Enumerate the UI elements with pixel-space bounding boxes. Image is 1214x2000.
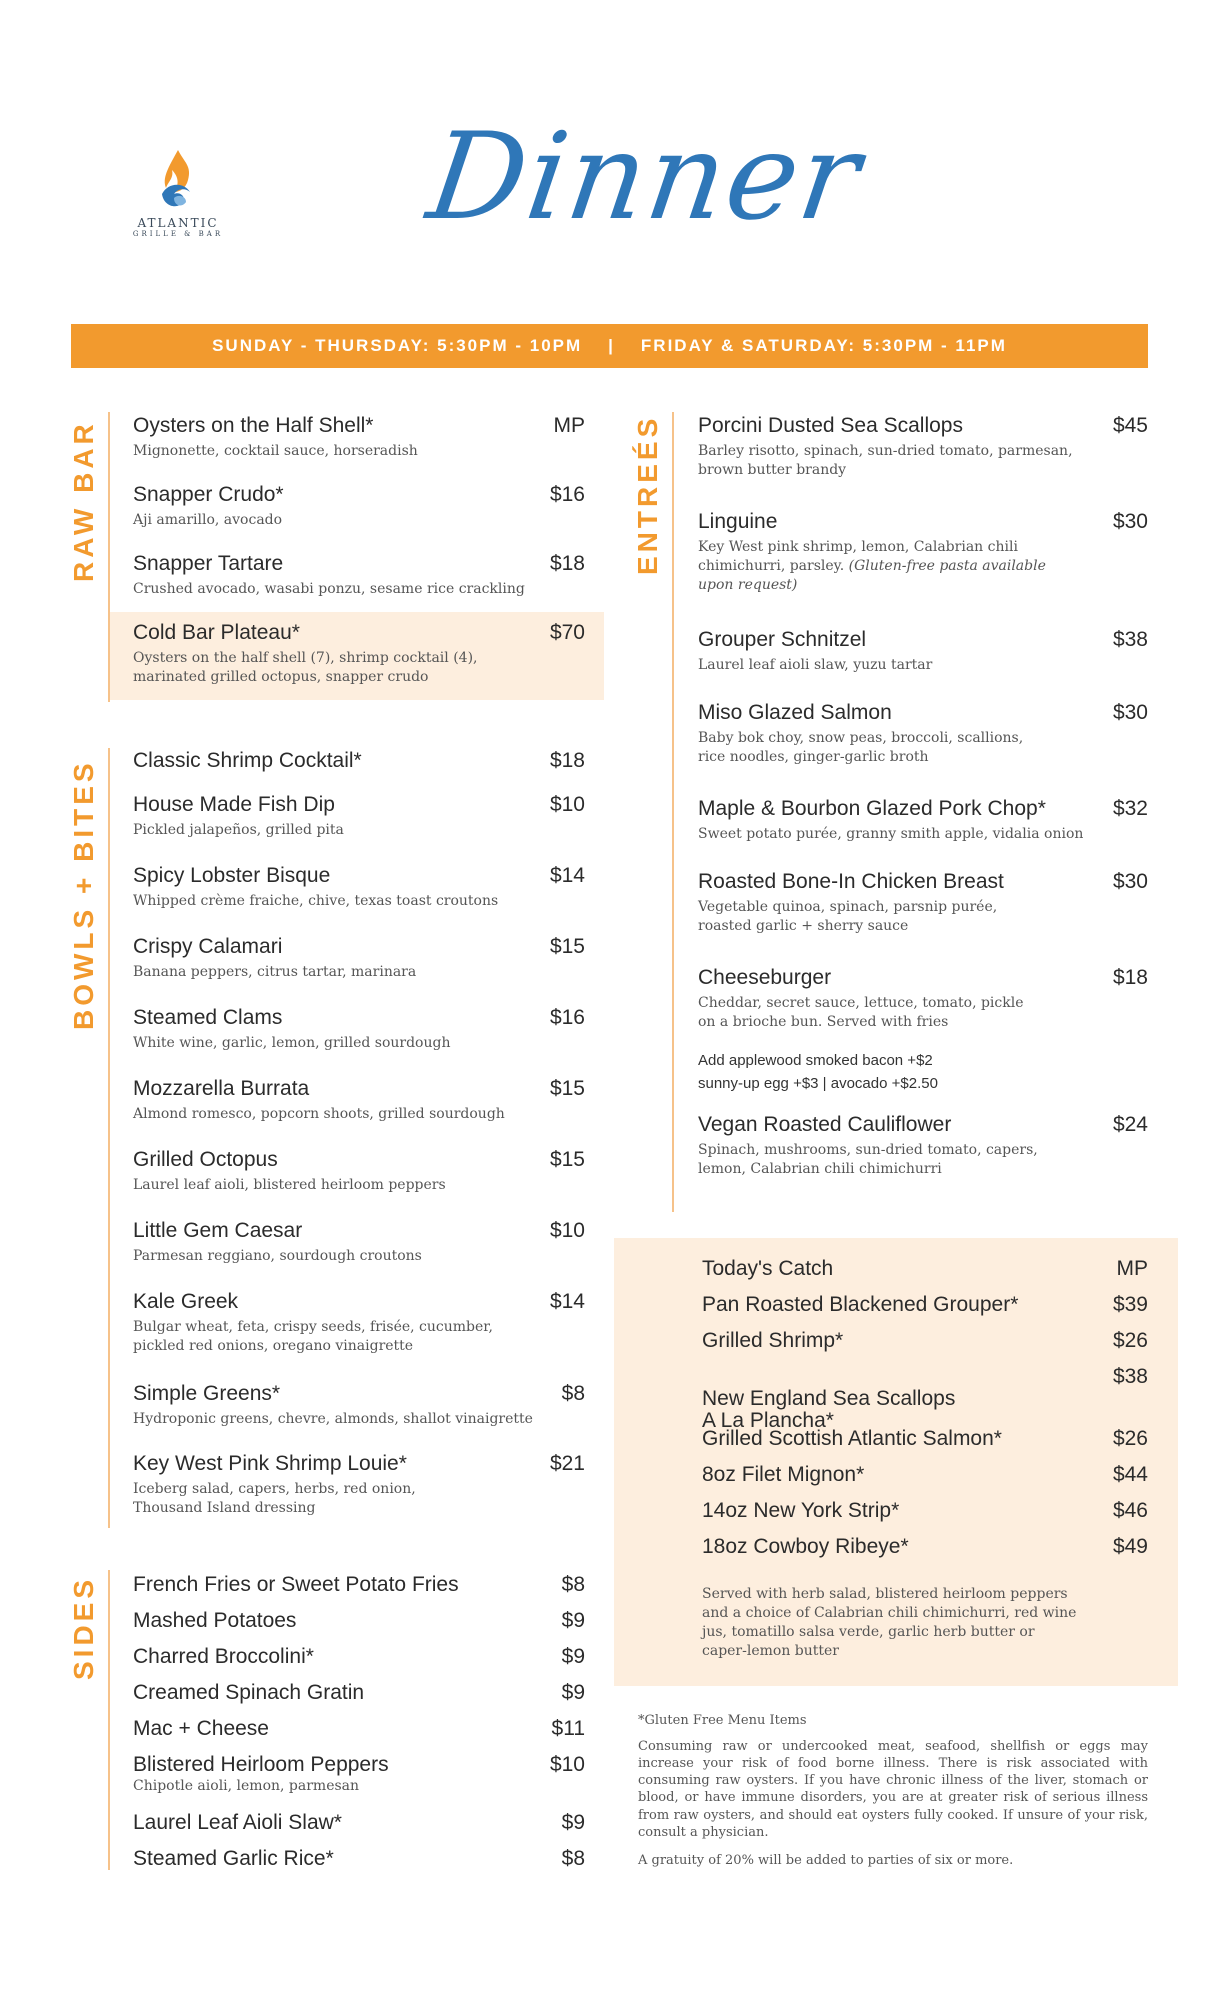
item-price: $10 xyxy=(549,1219,585,1242)
hours-weekend: FRIDAY & SATURDAY: 5:30PM - 11PM xyxy=(640,336,1007,355)
menu-item xyxy=(133,793,585,840)
item-name: Cold Bar Plateau* xyxy=(133,621,300,644)
item-description: Banana peppers, citrus tartar, marinara xyxy=(133,964,417,980)
item-price: $15 xyxy=(549,935,585,958)
gluten-free-note: *Gluten Free Menu Items xyxy=(638,1713,807,1728)
fresh-item xyxy=(702,1535,1148,1559)
item-description: Almond romesco, popcorn shoots, grilled sourdough xyxy=(133,1106,505,1122)
menu-item xyxy=(133,1148,585,1195)
menu-item xyxy=(133,1847,585,1871)
gratuity-note: A gratuity of 20% will be added to parties of six or more. xyxy=(638,1853,1014,1868)
item-name: Vegan Roasted Cauliflower xyxy=(698,1113,952,1136)
item-description xyxy=(698,538,1148,595)
item-price: $18 xyxy=(1112,966,1148,989)
item-price: $24 xyxy=(1112,1113,1148,1136)
menu-item xyxy=(133,1681,585,1705)
item-name: Grilled Scottish Atlantic Salmon* xyxy=(702,1427,1002,1450)
item-name: Roasted Bone-In Chicken Breast xyxy=(698,870,1004,893)
item-name: French Fries or Sweet Potato Fries xyxy=(133,1573,459,1596)
item-price: $44 xyxy=(1112,1463,1148,1486)
item-description: Laurel leaf aioli, blistered heirloom peppers xyxy=(133,1177,446,1193)
item-name: Steamed Garlic Rice* xyxy=(133,1847,334,1870)
section-label-raw-bar: RAW BAR xyxy=(68,420,99,582)
consumer-warning: Consuming raw or undercooked meat, seafood, shellfish or eggs may increase your risk of food borne illness. There is risk associated with consuming raw oysters. If you have chronic illness of the liver, stomach or blood, or have immune disorders, you are at greater risk of serious illness from raw oysters, and should eat oysters fully cooked. If unsure of your risk, consult a physician. xyxy=(638,1739,1148,1840)
item-name: Charred Broccolini* xyxy=(133,1645,314,1668)
menu-item xyxy=(698,870,1148,936)
item-price: $26 xyxy=(1112,1427,1148,1450)
burger-addons xyxy=(698,1050,938,1095)
item-description: Oysters on the half shell (7), shrimp cocktail (4), marinated grilled octopus, snapper crudo xyxy=(133,650,478,685)
item-price: $18 xyxy=(549,749,585,772)
item-price: $11 xyxy=(551,1717,585,1740)
item-description: Mignonette, cocktail sauce, horseradish xyxy=(133,443,418,459)
item-name: Mac + Cheese xyxy=(133,1717,269,1740)
flame-wave-icon xyxy=(154,148,202,212)
item-description: Baby bok choy, snow peas, broccoli, scallions, rice noodles, ginger-garlic broth xyxy=(698,730,1024,765)
item-name: Maple & Bourbon Glazed Pork Chop* xyxy=(698,797,1046,820)
item-name: Porcini Dusted Sea Scallops xyxy=(698,414,963,437)
menu-item xyxy=(698,510,1148,595)
menu-item xyxy=(698,701,1148,767)
logo xyxy=(128,148,228,238)
menu-item xyxy=(133,1753,585,1796)
section-label-bowls-bites: BOWLS + BITES xyxy=(68,759,99,1030)
item-price: $21 xyxy=(549,1452,585,1475)
divider-bowls xyxy=(108,748,110,1528)
item-name: New England Sea Scallops A La Plancha* xyxy=(702,1387,956,1433)
item-name: Kale Greek xyxy=(133,1290,239,1313)
item-price: $30 xyxy=(1112,701,1148,724)
item-price: $8 xyxy=(561,1382,585,1405)
item-price: $9 xyxy=(561,1681,585,1704)
item-name: Blistered Heirloom Peppers xyxy=(133,1753,389,1776)
item-name: Mashed Potatoes xyxy=(133,1609,297,1632)
item-name: Spicy Lobster Bisque xyxy=(133,864,331,887)
item-name: House Made Fish Dip xyxy=(133,793,335,816)
item-name: Key West Pink Shrimp Louie* xyxy=(133,1452,407,1475)
addon-line-1: Add applewood smoked bacon +$2 xyxy=(698,1052,933,1069)
item-name: Mozzarella Burrata xyxy=(133,1077,310,1100)
fresh-item xyxy=(702,1257,1148,1281)
item-price: $10 xyxy=(549,793,585,816)
menu-item xyxy=(698,797,1148,844)
item-price: $15 xyxy=(549,1148,585,1171)
item-description: Chipotle aioli, lemon, parmesan xyxy=(133,1778,360,1794)
item-name: Oysters on the Half Shell* xyxy=(133,414,374,437)
item-description: Aji amarillo, avocado xyxy=(133,512,283,528)
menu-item xyxy=(133,483,585,530)
addon-line-2: sunny-up egg +$3 | avocado +$2.50 xyxy=(698,1074,938,1092)
menu-item xyxy=(133,1006,585,1053)
menu-item xyxy=(133,1452,585,1518)
fresh-simple-note: Served with herb salad, blistered heirloom peppers and a choice of Calabrian chili chimichurri, red wine jus, tomatillo salsa verde, garlic herb butter or caper-lemon butter xyxy=(702,1586,1077,1659)
fresh-item xyxy=(702,1293,1148,1317)
fresh-item xyxy=(702,1329,1148,1353)
item-description: Iceberg salad, capers, herbs, red onion, Thousand Island dressing xyxy=(133,1481,416,1516)
item-name: 14oz New York Strip* xyxy=(702,1499,900,1522)
item-description: Parmesan reggiano, sourdough croutons xyxy=(133,1248,422,1264)
menu-item xyxy=(133,552,585,599)
menu-item xyxy=(133,1077,585,1124)
item-price: $38 xyxy=(1112,1365,1148,1388)
item-description: Vegetable quinoa, spinach, parsnip purée, roasted garlic + sherry sauce xyxy=(698,899,998,934)
menu-item xyxy=(133,1290,585,1356)
item-price: $18 xyxy=(549,552,585,575)
item-description-note: (Gluten-free pasta available upon request) xyxy=(698,557,1046,593)
item-name: Cheeseburger xyxy=(698,966,832,989)
item-description: Sweet potato purée, granny smith apple, vidalia onion xyxy=(698,826,1084,842)
item-description: Spinach, mushrooms, sun-dried tomato, capers, lemon, Calabrian chili chimichurri xyxy=(698,1142,1038,1177)
item-description: Laurel leaf aioli slaw, yuzu tartar xyxy=(698,657,933,673)
item-name: 18oz Cowboy Ribeye* xyxy=(702,1535,909,1558)
item-price: $9 xyxy=(561,1609,585,1632)
item-description: Barley risotto, spinach, sun-dried tomato, parmesan, brown butter brandy xyxy=(698,443,1073,478)
item-price: $15 xyxy=(549,1077,585,1100)
logo-name: ATLANTIC xyxy=(137,216,219,230)
item-description: Pickled jalapeños, grilled pita xyxy=(133,822,344,838)
fresh-item xyxy=(702,1463,1148,1487)
menu-item xyxy=(133,414,585,461)
item-name: Today's Catch xyxy=(702,1257,834,1280)
item-name: Simple Greens* xyxy=(133,1382,281,1405)
item-name: Classic Shrimp Cocktail* xyxy=(133,749,362,772)
item-price: $46 xyxy=(1112,1499,1148,1522)
menu-item xyxy=(698,628,1148,675)
item-price: $26 xyxy=(1112,1329,1148,1352)
item-name: Pan Roasted Blackened Grouper* xyxy=(702,1293,1019,1316)
menu-item xyxy=(133,1382,585,1429)
item-price: $10 xyxy=(549,1753,585,1776)
item-description: Bulgar wheat, feta, crispy seeds, frisée, cucumber, pickled red onions, oregano vinaigrette xyxy=(133,1319,493,1354)
menu-item xyxy=(133,1609,585,1633)
item-price: $8 xyxy=(561,1573,585,1596)
item-price: $70 xyxy=(549,621,585,644)
menu-item xyxy=(698,1113,1148,1179)
menu-item xyxy=(133,1717,585,1741)
item-price: MP xyxy=(1116,1257,1148,1280)
item-price: $30 xyxy=(1112,870,1148,893)
menu-item xyxy=(133,935,585,982)
section-label-sides: SIDES xyxy=(68,1575,99,1680)
menu-item xyxy=(133,864,585,911)
item-price: $14 xyxy=(549,1290,585,1313)
item-name: Linguine xyxy=(698,510,778,533)
divider-entrees xyxy=(672,412,674,1212)
item-price: $8 xyxy=(561,1847,585,1870)
divider-sides xyxy=(108,1570,110,1870)
item-name: 8oz Filet Mignon* xyxy=(702,1463,865,1486)
menu-item xyxy=(133,1645,585,1669)
item-price: $9 xyxy=(561,1811,585,1834)
hours-divider: | xyxy=(608,336,615,355)
item-price: $45 xyxy=(1112,414,1148,437)
item-description: Cheddar, secret sauce, lettuce, tomato, pickle on a brioche bun. Served with fries xyxy=(698,995,1024,1030)
item-price: $38 xyxy=(1112,628,1148,651)
item-name: Creamed Spinach Gratin xyxy=(133,1681,365,1704)
item-price: $14 xyxy=(549,864,585,887)
hours-weekday: SUNDAY - THURSDAY: 5:30PM - 10PM xyxy=(212,336,583,355)
menu-item xyxy=(133,1573,585,1597)
item-name: Grilled Octopus xyxy=(133,1148,278,1171)
item-name: Grilled Shrimp* xyxy=(702,1329,844,1352)
menu-item xyxy=(133,621,585,687)
item-description: White wine, garlic, lemon, grilled sourdough xyxy=(133,1035,451,1051)
item-description: Crushed avocado, wasabi ponzu, sesame rice crackling xyxy=(133,581,525,597)
item-price: $16 xyxy=(549,1006,585,1029)
item-price: $32 xyxy=(1112,797,1148,820)
item-name: Snapper Crudo* xyxy=(133,483,284,506)
item-name: Snapper Tartare xyxy=(133,552,284,575)
menu-item xyxy=(698,966,1148,1032)
fresh-item xyxy=(702,1499,1148,1523)
menu-item xyxy=(698,414,1148,480)
page-title: Dinner xyxy=(420,108,870,247)
section-label-entrees: ENTREÉS xyxy=(632,414,663,575)
item-price: $49 xyxy=(1112,1535,1148,1558)
item-name: Grouper Schnitzel xyxy=(698,628,867,651)
item-name: Steamed Clams xyxy=(133,1006,283,1029)
item-name: Little Gem Caesar xyxy=(133,1219,303,1242)
item-price: $16 xyxy=(549,483,585,506)
item-price: $30 xyxy=(1112,510,1148,533)
item-price: MP xyxy=(553,414,585,437)
menu-item xyxy=(133,1811,585,1835)
menu-item xyxy=(133,749,585,773)
fresh-item xyxy=(702,1427,1148,1451)
item-description-text: Key West pink shrimp, lemon, Calabrian chili chimichurri, parsley. xyxy=(698,539,1018,574)
item-price: $39 xyxy=(1112,1293,1148,1316)
logo-subtitle: GRILLE & BAR xyxy=(132,230,224,238)
item-name: Miso Glazed Salmon xyxy=(698,701,892,724)
item-price: $9 xyxy=(561,1645,585,1668)
item-description: Whipped crème fraiche, chive, texas toast croutons xyxy=(133,893,499,909)
item-name: Crispy Calamari xyxy=(133,935,283,958)
hours-banner xyxy=(71,324,1148,368)
item-description: Hydroponic greens, chevre, almonds, shallot vinaigrette xyxy=(133,1411,533,1427)
menu-item xyxy=(133,1219,585,1266)
item-name: Laurel Leaf Aioli Slaw* xyxy=(133,1811,342,1834)
